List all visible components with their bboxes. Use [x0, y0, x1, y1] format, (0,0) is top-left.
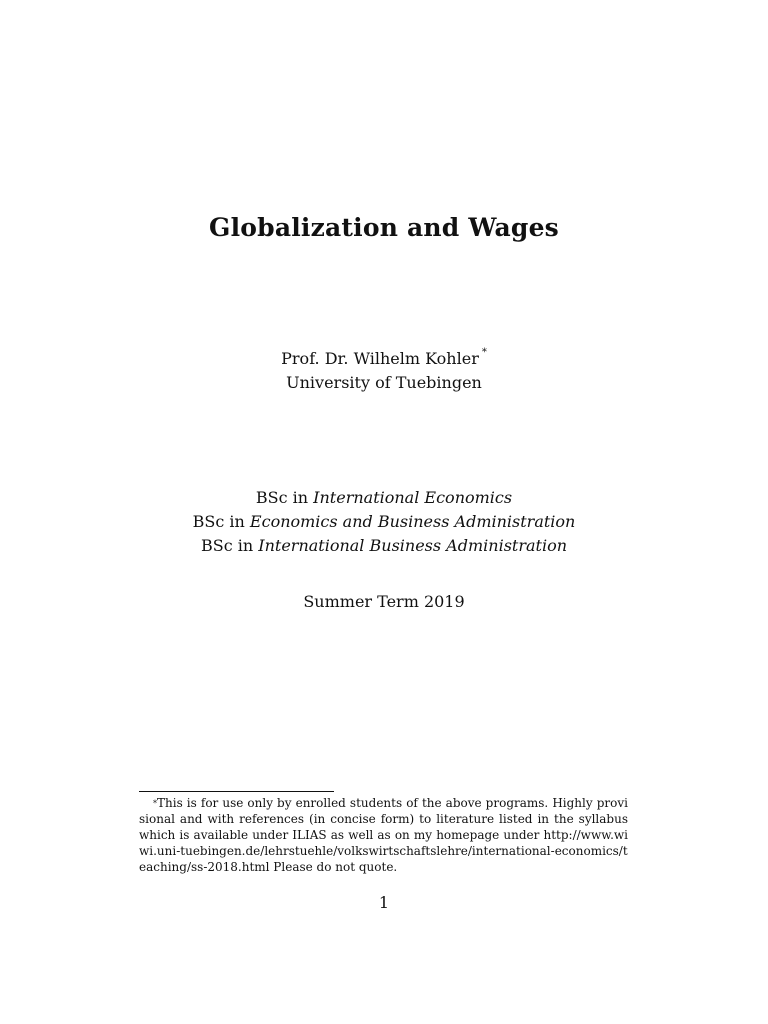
footnote-mark: *: [153, 799, 157, 808]
program-name: International Economics: [313, 488, 513, 507]
page-number: 1: [378, 893, 390, 912]
program-line: [0, 512, 768, 531]
footnote: [139, 795, 628, 875]
author-line: [0, 349, 768, 368]
program-line: [0, 488, 768, 507]
program-line: [0, 536, 768, 555]
paper-title: Globalization and Wages: [209, 213, 559, 242]
program-prefix: BSc in: [192, 512, 245, 531]
program-prefix: BSc in: [200, 536, 254, 555]
program-name: Economics and Business Administration: [249, 512, 576, 531]
footnote-divider: [139, 791, 334, 792]
author-affiliation: University of Tuebingen: [286, 373, 482, 392]
program-name: International Business Administration: [258, 536, 567, 555]
author-footnote-mark: *: [481, 347, 487, 358]
footnote-text: This is for use only by enrolled students of the above programs. Highly provisional and with references (in concise form) to literature listed in the syllabus which is available under ILIAS as well as on my homepage under http://www.wiwi.uni-tuebingen.de/lehrstuehle/volkswirtschaftslehre/international-economics/teaching/ss-2018.html Please do not quote.: [139, 796, 628, 874]
term-label: Summer Term 2019: [303, 592, 465, 611]
program-prefix: BSc in: [255, 488, 309, 507]
author-name: Prof. Dr. Wilhelm Kohler: [281, 349, 479, 368]
